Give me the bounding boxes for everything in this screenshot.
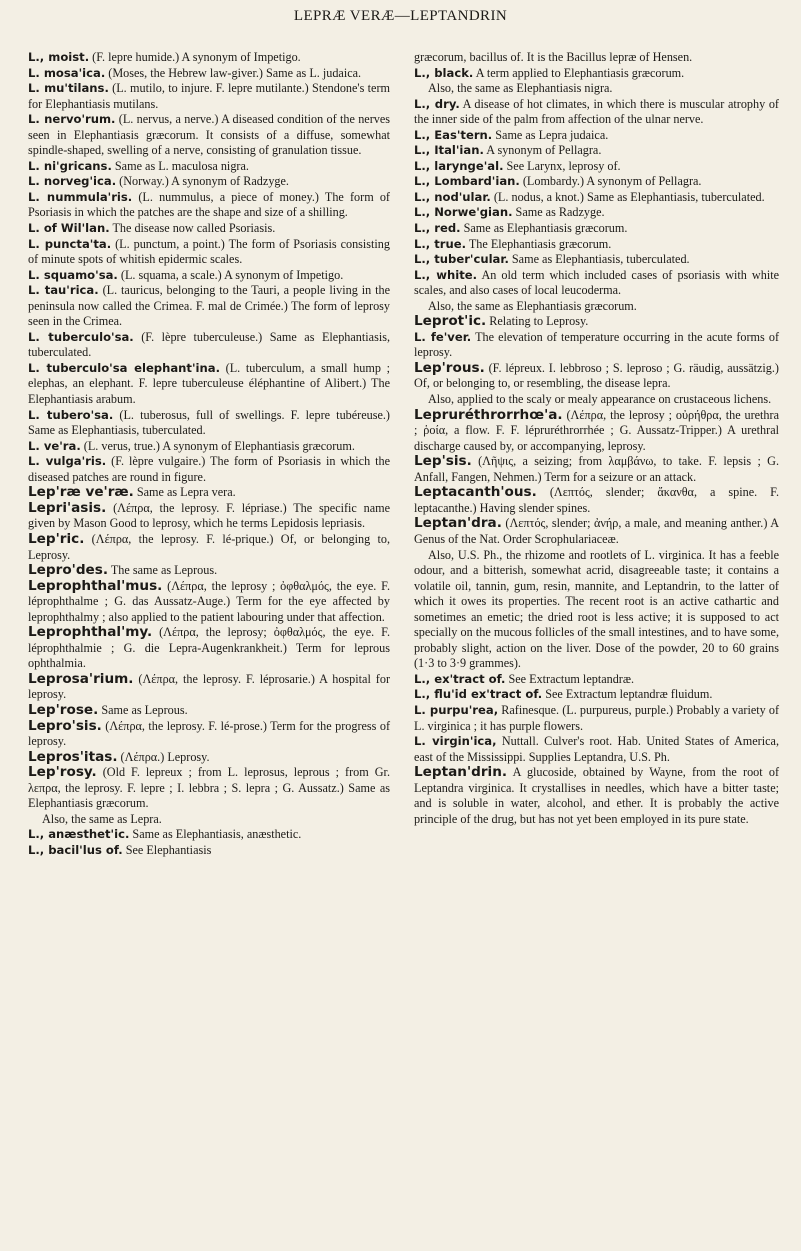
definition: A disease of hot climates, in which there is muscular atrophy of the inner side of the palm from affection of the ulnar nerve. (414, 96, 779, 127)
definition: Same as Leprous. (101, 702, 188, 717)
definition: (Λέπρα, the leprosy ; ὀφθαλμός, the eye. F. léprophthalme ; G. das Aussatz-Auge.) Term for the eye affected by leprophthalmy ; also applied to the patient labouring under that affection. (28, 578, 390, 624)
definition: (Λεπτός, slender; ἀνήρ, a male, and meaning anther.) A Genus of the Nat. Order Scrophulariaceæ. (414, 516, 779, 546)
definition: (Λέπρα.) Leprosy. (120, 749, 210, 764)
headword: L. tau'rica. (28, 283, 99, 298)
definition: (Λέπρα, the leprosy. F. lé-prose.) Term for the progress of leprosy. (28, 718, 391, 749)
definition: The disease now called Psoriasis. (112, 221, 276, 236)
definition: See Extractum leptandræ fluidum. (545, 687, 713, 702)
sub-entry (28, 237, 390, 268)
definition: (F. lepre humide.) A synonym of Impetigo. (92, 50, 301, 64)
entry-paragraph (414, 392, 779, 408)
headword: Lep'ric. (28, 530, 85, 547)
headword: L., Eas'tern. (414, 127, 493, 142)
definition: Same as Elephantiasis græcorum. (463, 221, 628, 236)
sub-entry (28, 159, 390, 175)
sub-entry (28, 112, 390, 159)
sub-entry (414, 672, 779, 688)
definition: (L. squama, a scale.) A synonym of Impetigo. (120, 267, 344, 282)
headword: L., Norwe'gian. (414, 205, 513, 220)
sub-entry (28, 268, 390, 284)
definition: (L. verus, true.) A synonym of Elephantiasis græcorum. (83, 438, 355, 453)
definition: (Λεπτός, slender; ἄκανθα, a spine. F. leptacanthe.) Having slender spines. (414, 485, 780, 515)
headword: Leptan'drin. (414, 764, 508, 781)
main-entry (28, 501, 390, 532)
headword: Lepri'asis. (28, 499, 107, 516)
sub-entry (414, 190, 779, 206)
sub-entry (414, 159, 779, 175)
definition: Same as Lepra vera. (136, 485, 236, 500)
sub-entry (28, 361, 390, 408)
sub-entry (414, 734, 779, 765)
definition: The same as Leprous. (110, 563, 218, 578)
definition: (L. tauricus, belonging to the Tauri, a people living in the peninsula now called the Crimea. F. mal de Crimée.) The form of leprosy seen in the Crimea. (28, 283, 390, 329)
definition: Same as Elephantiasis, tuberculated. (511, 252, 690, 267)
definition: Same as L. maculosa nigra. (114, 158, 249, 173)
headword: Lep'ræ ve'ræ. (28, 484, 134, 501)
definition: (Λῆψις, a seizing; from λαμβάνω, to take. F. lepsis ; G. Anfall, Fangen, Nehmen.) Term for a seizure or an attack. (414, 454, 779, 484)
sub-entry (28, 66, 390, 82)
headword: Lepro'sis. (28, 717, 102, 734)
main-entry (28, 750, 390, 766)
headword: L., bacil'lus of. (28, 842, 123, 857)
headword: L. norveg'ica. (28, 174, 117, 189)
headword: Lep'sis. (414, 453, 472, 470)
headword: L., dry. (414, 96, 460, 111)
entry-paragraph (28, 812, 390, 828)
headword: Lep'rosy. (28, 764, 97, 781)
sub-entry (28, 174, 390, 190)
definition: A term applied to Elephantiasis græcorum. (475, 65, 685, 80)
headword: L., anæsthet'ic. (28, 827, 130, 842)
definition: A glucoside, obtained by Wayne, from the root of Leptandra virginica. It crystallises in needles, which have a bitter taste; and is soluble in water, alcohol, and ether. It is probably the active principle of the drug, but has not yet been employed in its pure state. (414, 765, 780, 826)
sub-entry (414, 268, 779, 299)
main-entry (28, 532, 390, 563)
headword: L. tubero'sa. (28, 407, 114, 422)
definition: (Λέπρα, the leprosy. F. lépriase.) The specific name given by Mason Good to leprosy, which he terms Lepidosis lepriasis. (28, 500, 390, 531)
definition: See Extractum leptandræ. (508, 671, 635, 686)
headword: L., black. (414, 65, 474, 80)
definition: (Moses, the Hebrew law-giver.) Same as L. judaica. (108, 65, 362, 80)
sub-entry (414, 66, 779, 82)
headword: L. nummula'ris. (28, 189, 133, 204)
sub-entry (414, 97, 779, 128)
headword: L. nervo'rum. (28, 112, 116, 127)
headword: L. mosa'ica. (28, 65, 106, 80)
definition: (F. lépreux. I. lebbroso ; S. leproso ; G. räudig, aussätzig.) Of, or belonging to, or resembling, the disease lepra. (414, 360, 779, 391)
headword: L. ni'gricans. (28, 158, 112, 173)
main-entry (28, 719, 390, 750)
sub-entry (28, 843, 390, 859)
sub-entry (414, 330, 779, 361)
definition: Nuttall. Culver's root. Hab. United States of America, east of the Mississippi. Supplies Leptandra, U.S. Ph. (414, 734, 779, 764)
definition: (F. lèpre tuberculeuse.) Same as Elephantiasis, tuberculated. (28, 329, 391, 360)
definition: Same as Elephantiasis, anæsthetic. (132, 827, 302, 842)
page-header: LEPRÆ VERÆ—LEPTANDRIN (293, 8, 508, 24)
headword: Lep'rous. (414, 359, 485, 376)
headword: Leprot'ic. (414, 313, 487, 330)
headword: L., larynge'al. (414, 158, 504, 173)
headword: L. vulga'ris. (28, 454, 107, 469)
entry-paragraph (414, 50, 779, 66)
definition: (L. punctum, a point.) The form of Psoriasis consisting of minute spots of whitish epidermic scales. (28, 236, 390, 267)
sub-entry (414, 143, 779, 159)
headword: L. puncta'ta. (28, 236, 112, 251)
headword: Lep'rose. (28, 701, 99, 718)
headword: L., tuber'cular. (414, 252, 509, 267)
sub-entry (28, 50, 390, 66)
definition: (Λέπρα, the leprosy ; οὐρήθρα, the urethra ; ῥοία, a flow. F. F. lépruréthrorrhée ; G. Aussatz-Tripper.) A urethral discharge caused by, or accompanying, leprosy. (414, 407, 779, 453)
definition: See Elephantiasis (125, 842, 212, 857)
sub-entry (414, 703, 779, 734)
entry-paragraph (414, 548, 779, 672)
definition: (L. mutilo, to injure. F. lepre mutilante.) Stendone's term for Elephantiasis mutilans. (28, 81, 390, 111)
headword: Lepro'des. (28, 562, 109, 579)
definition: (F. lèpre vulgaire.) The form of Psoriasis in which the diseased patches are round in figure. (28, 454, 390, 484)
definition: Also, the same as Lepra. (42, 811, 162, 826)
definition: (L. tuberculum, a small hump ; elephas, an elephant. F. lepre tuberculeuse éléphantine of Alibert.) The Elephantiasis arabum. (28, 360, 391, 407)
definition: Rafinesque. (L. purpureus, purple.) Probably a variety of L. virginica ; it has purple flowers. (414, 702, 780, 733)
sub-entry (414, 221, 779, 237)
definition: The Elephantiasis græcorum. (468, 236, 612, 251)
main-entry (414, 765, 779, 827)
main-entry (28, 765, 390, 812)
main-entry (28, 485, 390, 501)
definition: The elevation of temperature occurring in the acute forms of leprosy. (414, 329, 779, 360)
main-entry (28, 625, 390, 672)
definition: Relating to Leprosy. (489, 314, 589, 329)
definition: (L. tuberosus, full of swellings. F. lepre tubéreuse.) Same as Elephantiasis, tuberculated. (28, 407, 390, 438)
sub-entry (28, 827, 390, 843)
headword: L., nod'ular. (414, 189, 491, 204)
headword: L. of Wil'lan. (28, 221, 110, 236)
headword: L., red. (414, 221, 461, 236)
definition: Same as Radzyge. (515, 205, 605, 220)
sub-entry (414, 252, 779, 268)
headword: L. squamo'sa. (28, 267, 118, 282)
headword: L. mu'tilans. (28, 81, 109, 96)
headword: L. purpu'rea, (414, 702, 499, 717)
main-entry (414, 314, 779, 330)
sub-entry (28, 454, 390, 485)
definition: (Λέπρα, the leprosy. F. lé-prique.) Of, or belonging to, Leprosy. (28, 531, 390, 562)
headword: Lepros'itas. (28, 748, 118, 765)
headword: L., moist. (28, 50, 90, 64)
definition: A synonym of Pellagra. (486, 143, 602, 158)
definition: (Λέπρα, the leprosy. F. léprosarie.) A hospital for leprosy. (28, 671, 390, 702)
headword: L., Ital'ian. (414, 143, 484, 158)
definition: Also, the same as Elephantiasis nigra. (428, 81, 613, 96)
definition: (Norway.) A synonym of Radzyge. (119, 174, 289, 189)
sub-entry (414, 687, 779, 703)
definition: (Λέπρα, the leprosy; ὀφθαλμός, the eye. F. léprophthalmie ; G. die Lepra-Augenkrankheit.) Term for leprous ophthalmia. (28, 625, 391, 671)
definition: (L. nervus, a nerve.) A diseased condition of the nerves seen in Elephantiasis græcorum. It consists of a diffuse, somewhat spindle-shaped, swelling of a nerve, consisting of granulation tissue. (28, 112, 390, 158)
entry-paragraph (414, 81, 779, 97)
headword: Leprophthal'mus. (28, 577, 163, 594)
headword: L. virgin'ica, (414, 734, 497, 749)
right-column (414, 50, 779, 827)
headword: L. ve'ra. (28, 438, 81, 453)
headword: L., flu'id ex'tract of. (414, 687, 543, 702)
sub-entry (28, 221, 390, 237)
definition: See Larynx, leprosy of. (506, 158, 621, 173)
headword: Lepruréthrorrhœ'a. (414, 406, 563, 423)
sub-entry (414, 205, 779, 221)
sub-entry (28, 81, 390, 112)
sub-entry (28, 408, 390, 439)
headword: L. fe'ver. (414, 329, 472, 344)
headword: Leprosa'rium. (28, 670, 134, 687)
headword: Leptacanth'ous. (414, 484, 537, 501)
main-entry (414, 485, 779, 516)
definition: Also, the same as Elephantiasis græcorum. (428, 298, 637, 313)
main-entry (414, 454, 779, 485)
main-entry (414, 408, 779, 455)
sub-entry (28, 439, 390, 455)
definition: (Lombardy.) A synonym of Pellagra. (522, 174, 702, 189)
headword: L. tuberculo'sa. (28, 329, 134, 344)
headword: L., true. (414, 236, 467, 251)
headword: Leptan'dra. (414, 515, 502, 532)
sub-entry (28, 330, 390, 361)
definition: (Old F. lepreux ; from L. leprosus, leprous ; from Gr. λεπρα, the leprosy. F. lepre ; I. lebbra ; S. lepra ; G. Aussatz.) Same as Elephantiasis græcorum. (28, 765, 390, 811)
headword: L., Lombard'ian. (414, 174, 520, 189)
definition: An old term which included cases of psoriasis with white scales, and also cases of local leucoderma. (414, 267, 780, 298)
headword: L. tuberculo'sa elephant'ina. (28, 360, 220, 375)
sub-entry (414, 237, 779, 253)
left-column (28, 50, 390, 858)
definition: Same as Lepra judaica. (495, 127, 609, 142)
main-entry (28, 579, 390, 626)
main-entry (28, 672, 390, 703)
headword: L., white. (414, 267, 478, 282)
main-entry (414, 361, 779, 392)
headword: L., ex'tract of. (414, 671, 506, 686)
sub-entry (28, 283, 390, 330)
definition: (L. nodus, a knot.) Same as Elephantiasis, tuberculated. (493, 189, 765, 204)
sub-entry (414, 174, 779, 190)
definition: (L. nummulus, a piece of money.) The form of Psoriasis in which the patches are the shape and size of a shilling. (28, 189, 390, 220)
sub-entry (414, 128, 779, 144)
main-entry (28, 703, 390, 719)
sub-entry (28, 190, 390, 221)
definition: græcorum, bacillus of. It is the Bacillus lepræ of Hensen. (414, 50, 693, 64)
headword: Leprophthal'my. (28, 624, 153, 641)
main-entry (28, 563, 390, 579)
definition: Also, U.S. Ph., the rhizome and rootlets of L. virginica. It has a feeble odour, and a bitterish, somewhat acrid, disagreeable taste; it contains a volatile oil, tannin, gum, resin, mannite, and Leptandrin, to the latter of which it owes its properties. The recent root is an active cathartic and sometimes an emetic; the dried root is less active; it is supposed to act specially on the mucous follicles of the small intestines, and to have some, probably slight, action on the liver. Dose of the powder, 20 to 60 grains (1·3 to 3·9 grammes). (414, 547, 779, 671)
entry-paragraph (414, 299, 779, 315)
definition: Also, applied to the scaly or mealy appearance on crustaceous lichens. (428, 392, 772, 407)
main-entry (414, 516, 779, 547)
